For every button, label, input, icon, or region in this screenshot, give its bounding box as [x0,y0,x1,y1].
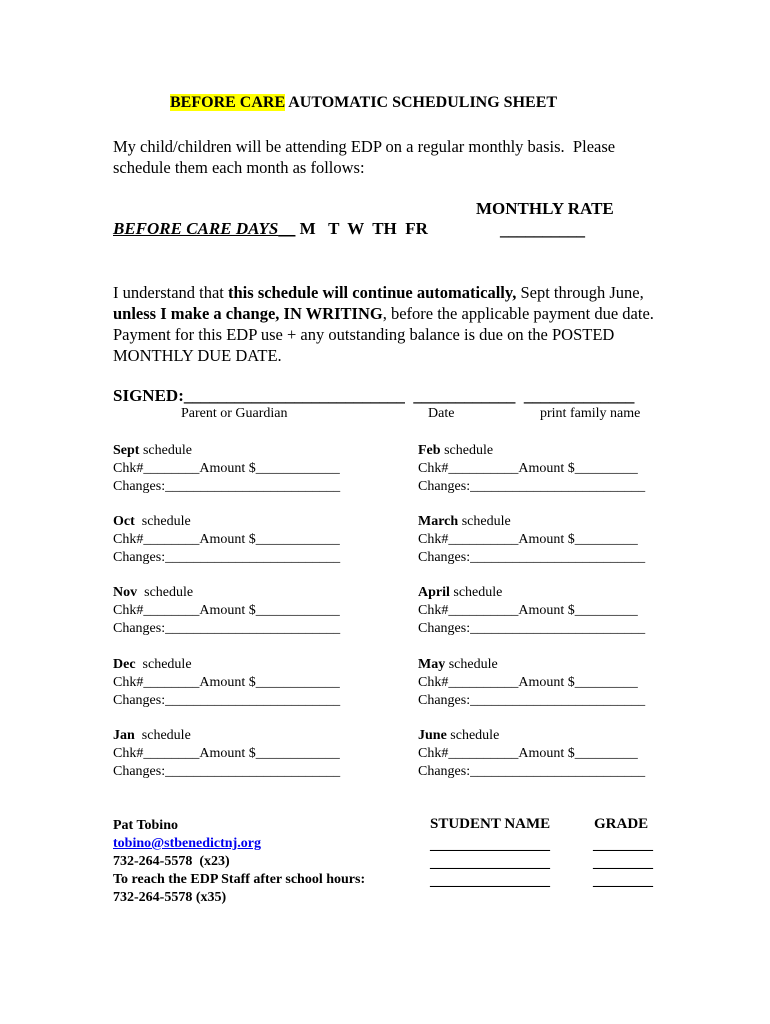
student-name-blank-2[interactable]: ________________ [430,855,550,871]
schedule-check-amount[interactable]: Chk#__________Amount $_________ [418,603,638,618]
schedule-march [418,513,645,567]
schedule-changes[interactable]: Changes:_________________________ [113,764,341,779]
student-name-blank-1[interactable]: ________________ [430,837,550,853]
schedule-sept [113,442,340,496]
schedule-word: schedule [449,585,503,600]
schedule-changes[interactable]: Changes:_________________________ [113,693,341,708]
schedule-check-amount[interactable]: Chk#__________Amount $_________ [418,532,638,547]
schedule-check-amount[interactable]: Chk#________Amount $____________ [113,461,340,476]
schedule-changes[interactable]: Changes:_________________________ [113,621,341,636]
schedule-month: Dec [113,657,136,672]
before-care-days-label: BEFORE CARE DAYS [113,219,279,238]
schedule-word: schedule [134,514,191,529]
schedule-nov [113,584,340,638]
intro-line-1: My child/children will be attending EDP on a regular monthly basis. Please [113,137,616,156]
grade-blank-2[interactable]: ________ [593,855,653,871]
contact-block [113,817,365,907]
schedule-jan [113,727,340,781]
schedule-check-amount[interactable]: Chk#__________Amount $_________ [418,461,638,476]
contact-phone-2: 732-264-5578 (x35) [113,890,227,905]
schedule-month: April [418,585,450,600]
schedule-word: schedule [445,657,498,672]
before-care-days-blank[interactable]: __ [278,219,296,238]
schedule-check-amount[interactable]: Chk#________Amount $____________ [113,532,340,547]
signed-blanks[interactable]: :__________________________ ____________ _____________ [178,386,635,405]
schedule-check-amount[interactable]: Chk#__________Amount $_________ [418,746,638,761]
title-rest: AUTOMATIC SCHEDULING SHEET [285,94,558,111]
agreement-text-2: Sept through June, [516,283,644,302]
agreement-text-3: , before the applicable payment due date. Payment for this EDP use + any outstanding balance is due on the POSTED MONTHLY DUE DATE. [113,304,654,365]
schedule-word: schedule [446,728,500,743]
schedule-changes[interactable]: Changes:_________________________ [113,479,341,494]
schedule-check-amount[interactable]: Chk#________Amount $____________ [113,675,340,690]
page-title [170,94,557,112]
schedule-oct [113,513,340,567]
intro-line-2: schedule them each month as follows: [113,158,365,177]
schedule-word: schedule [135,657,192,672]
agreement-paragraph [113,282,673,366]
agreement-text-1: I understand that [113,283,229,302]
schedule-dec [113,656,340,710]
grade-blanks [593,836,653,890]
schedule-word: schedule [134,728,191,743]
signed-line[interactable] [113,386,634,406]
schedule-month: March [418,514,459,529]
signed-family-caption: print family name [540,406,641,421]
monthly-rate-label: MONTHLY RATE [476,199,614,218]
schedule-may [418,656,645,710]
before-care-days [113,219,428,239]
student-name-header: STUDENT NAME [430,816,551,832]
schedule-word: schedule [458,514,511,529]
schedule-word: schedule [137,585,194,600]
grade-blank-1[interactable]: ________ [593,837,653,853]
contact-after-hours: To reach the EDP Staff after school hours: [113,872,366,887]
contact-email-link[interactable]: tobino@stbenedictnj.org [113,836,261,851]
schedule-month: Oct [113,514,135,529]
schedule-changes[interactable]: Changes:_________________________ [418,550,646,565]
signed-parent-caption: Parent or Guardian [181,406,288,421]
student-name-blank-3[interactable]: ________________ [430,873,550,889]
signed-label: SIGNED [113,386,179,405]
schedule-june [418,727,645,781]
schedule-april [418,584,645,638]
schedule-changes[interactable]: Changes:_________________________ [418,693,646,708]
schedule-feb [418,442,645,496]
schedule-month: Jan [113,728,135,743]
schedule-check-amount[interactable]: Chk#________Amount $____________ [113,603,340,618]
schedule-check-amount[interactable]: Chk#__________Amount $_________ [418,675,638,690]
schedule-month: May [418,657,446,672]
schedule-month: Nov [113,585,138,600]
grade-header: GRADE [594,816,649,832]
agreement-text-bold-2: unless I make a change, IN WRITING [113,304,383,323]
schedule-changes[interactable]: Changes:_________________________ [418,479,646,494]
signed-date-caption: Date [428,406,455,421]
schedule-month: Feb [418,443,441,458]
agreement-text-bold-1: this schedule will continue automatically, [228,283,517,302]
before-care-days-options[interactable]: M T W TH FR [299,219,428,238]
grade-blank-3[interactable]: ________ [593,873,653,889]
contact-name: Pat Tobino [113,818,178,833]
monthly-rate-blank[interactable]: __________ [500,220,585,239]
schedule-changes[interactable]: Changes:_________________________ [113,550,341,565]
contact-phone-1: 732-264-5578 (x23) [113,854,230,869]
schedule-month: June [418,728,447,743]
schedule-changes[interactable]: Changes:_________________________ [418,764,646,779]
schedule-check-amount[interactable]: Chk#________Amount $____________ [113,746,340,761]
student-name-blanks [430,836,550,890]
title-highlight: BEFORE CARE [170,94,286,111]
schedule-word: schedule [139,443,192,458]
intro-paragraph [113,136,673,178]
schedule-word: schedule [440,443,494,458]
schedule-month: Sept [113,443,140,458]
schedule-changes[interactable]: Changes:_________________________ [418,621,646,636]
